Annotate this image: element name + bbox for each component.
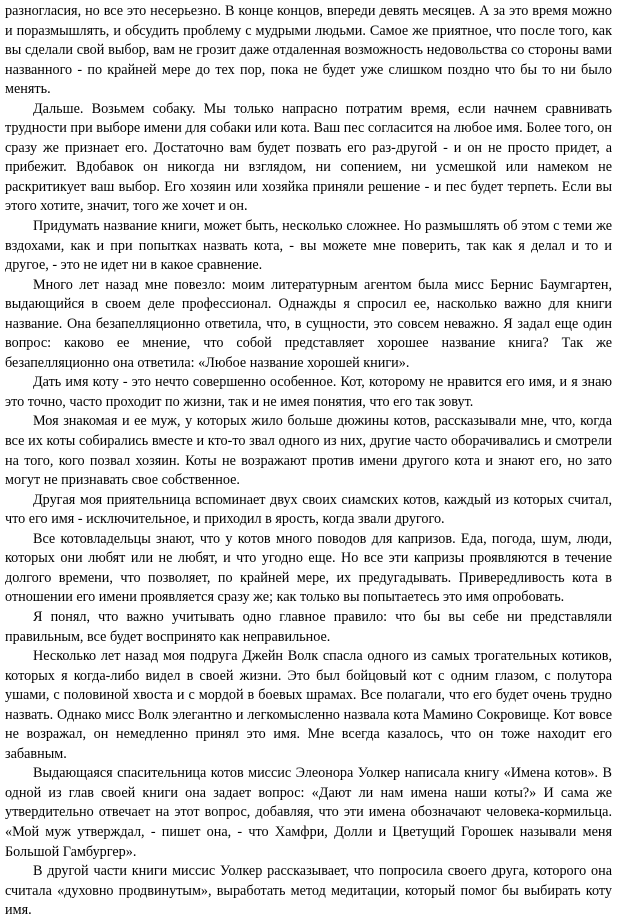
paragraph-3: Придумать название книги, может быть, несколько сложнее. Но размышлять об этом с теми же вздохами, как и при попытках назвать кота, - вы можете мне поверить, так как я делал и то и другое, - это не идет ни в какое сравнение. bbox=[5, 218, 612, 274]
paragraph-2: Дальше. Возьмем собаку. Мы только напрасно потратим время, если начнем сравнивать трудности при выборе имени для собаки или кота. Ваш пес согласится на любое имя. Более того, он сразу же признает его. Достаточно вам будет позвать его раз-другой - и он не просто придет, а прибежит. Вдобавок он никогда ни взглядом, ни сопением, ни усмешкой или намеком не раскритикует ваш выбор. Его хозяин или хозяйка приняли решение - и пес будет терпеть. Если вы этого хотите, значит, того же хочет и он. bbox=[5, 100, 612, 215]
paragraph-10: Несколько лет назад моя подруга Джейн Волк спасла одного из самых трогательных котиков, которых я когда-либо видел в своей жизни. Это был бойцовый кот с одним глазом, с полутора ушами, с половиной хвоста и с мордой в боевых шрамах. Все полагали, что его будет очень трудно назвать. Однако мисс Волк элегантно и легкомысленно назвала кота Мамино Сокровище. Кот вовсе не возражал, он немедленно принял это имя. Мне всегда казалось, что он тоже находит его забавным. bbox=[5, 648, 612, 762]
document-page bbox=[5, 2, 612, 921]
paragraph-6: Моя знакомая и ее муж, у которых жило больше дюжины котов, рассказывали мне, что, когда все их коты собирались вместе и кто-то звал одного из них, другие часто оборачивались и смотрели на того, кого позвал хозяин. Коты не возражают против имени другого кота и знают его, но зато могут не признавать свое собственное. bbox=[5, 413, 612, 489]
paragraph-5: Дать имя коту - это нечто совершенно особенное. Кот, которому не нравится его имя, и я знаю это точно, часто проходит по жизни, так и не имея понятия, что его так зовут. bbox=[5, 374, 612, 410]
paragraph-11: Выдающаяся спасительница котов миссис Элеонора Уолкер написала книгу «Имена котов». В одной из глав своей книги она задает вопрос: «Дают ли нам имена наши коты?» И сама же утвердительно отвечает на этот вопрос, добавляя, что эти имена обозначают человека-кормильца. «Мой муж утверждал, - пишет она, - что Хамфри, Долли и Цветущий Горошек называли меня Большой Гамбургер». bbox=[5, 765, 612, 860]
paragraph-8: Все котовладельцы знают, что у котов много поводов для капризов. Еда, погода, шум, люди, которых они любят или не любят, и что угодно еще. Но все эти капризы проявляются в течение долгого времени, что позволяет, по крайней мере, их предугадывать. Привередливость кота в отношении его имени проявляется сразу же; как только вы попытаетесь это имя опробовать. bbox=[5, 530, 612, 606]
paragraph-4: Много лет назад мне повезло: моим литературным агентом была мисс Бернис Баумгартен, выдающийся в своем деле профессионал. Однажды я спросил ее, насколько важно для книги название. Она безапелляционно ответила, что, в сущности, это совсем неважно. Я задал еще один вопрос: каково ее мнение, что собой представляет хорошее название книга? Так же безапелляционно она ответила: «Любое название хорошей книги». bbox=[5, 276, 612, 371]
paragraph-7: Другая моя приятельница вспоминает двух своих сиамских котов, каждый из которых считал, что его имя - исключительное, и приходил в ярость, когда звали другого. bbox=[5, 491, 612, 528]
paragraph-1: разногласия, но все это несерьезно. В конце концов, впереди девять месяцев. А за это время можно и поразмышлять, и обсудить проблему с мудрыми людьми. Самое же приятное, что после того, как вы сделали свой выбор, вам не грозит даже отдаленная возможность недовольства со стороны вами названного - по крайней мере до тех пор, пока не будет уже слишком поздно что бы то ни было менять. bbox=[5, 3, 612, 98]
paragraph-12: В другой части книги миссис Уолкер рассказывает, что попросила своего друга, которого она считала «духовно продвинутым», выработать метод медитации, который помог бы выбирать коту имя. bbox=[5, 863, 612, 919]
paragraph-9: Я понял, что важно учитывать одно главное правило: что бы вы себе ни представляли правильным, все будет воспринято как неправильное. bbox=[5, 608, 612, 645]
